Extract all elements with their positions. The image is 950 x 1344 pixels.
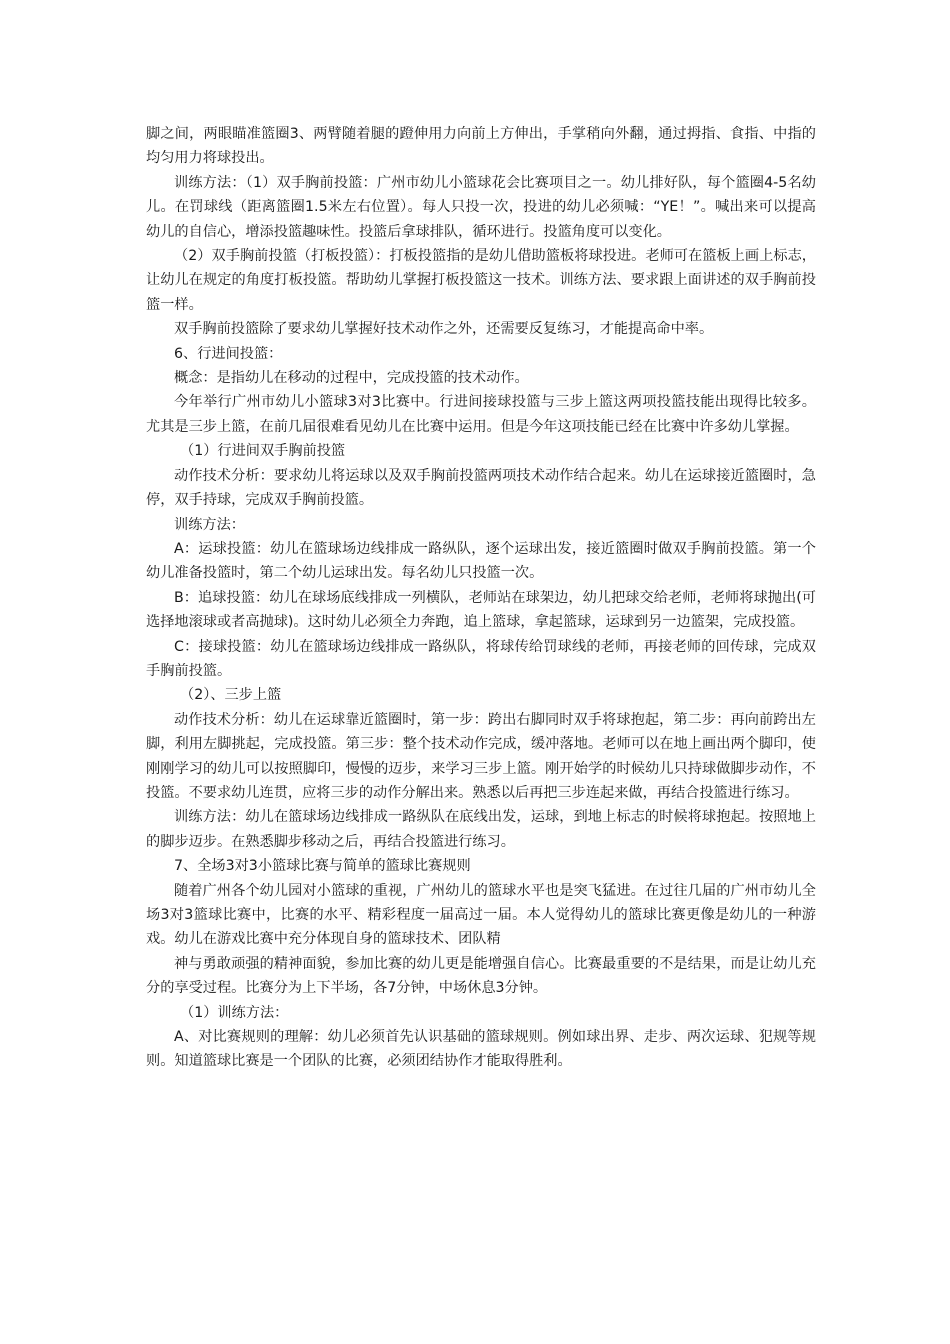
paragraph-drill-a: A：运球投篮：幼儿在篮球场边线排成一路纵队，逐个运球出发，接近篮圈时做双手胸前投篮。第一个幼儿准备投篮时，第二个幼儿运球出发。每名幼儿只投篮一次。 xyxy=(146,540,816,582)
paragraph-training-label: 训练方法： xyxy=(174,516,245,533)
section-heading-6: 6、行进间投篮： xyxy=(174,345,283,362)
paragraph-training-method-2: 训练方法：幼儿在篮球场边线排成一路纵队在底线出发，运球，到地上标志的时候将球抱起。按照地上的脚步迈步。在熟悉脚步移动之后，再结合投篮进行练习。 xyxy=(146,809,816,850)
paragraph-training-method-1: 训练方法：（1）双手胸前投篮：广州市幼儿小篮球花会比赛项目之一。幼儿排好队，每个篮圈4-5名幼儿。在罚球线（距离篮圈1.5米左右位置）。每人只投一次，投进的幼儿必须喊：“YE！”。喊出来可以提高幼儿的自信心，增添投篮趣味性。投篮后拿球排队，循环进行。投篮角度可以变化。 xyxy=(146,174,816,240)
paragraph-match-format: 神与勇敢顽强的精神面貌，参加比赛的幼儿更是能增强自信心。比赛最重要的不是结果，而是让幼儿充分的享受过程。比赛分为上下半场，各7分钟，中场休息3分钟。 xyxy=(146,955,816,997)
paragraph-concept: 概念：是指幼儿在移动的过程中，完成投篮的技术动作。 xyxy=(174,370,529,387)
paragraph-rules: A、对比赛规则的理解：幼儿必须首先认识基础的篮球规则。例如球出界、走步、两次运球、犯规等规则。知道篮球比赛是一个团队的比赛，必须团结协作才能取得胜利。 xyxy=(146,1029,816,1070)
paragraph-technique-analysis-1: 动作技术分析：要求幼儿将运球以及双手胸前投篮两项技术动作结合起来。幼儿在运球接近篮圈时，急停，双手持球，完成双手胸前投篮。 xyxy=(146,467,816,509)
section-heading-7: 7、全场3对3小篮球比赛与简单的篮球比赛规则 xyxy=(174,858,471,875)
paragraph-practice-note: 双手胸前投篮除了要求幼儿掌握好技术动作之外，还需要反复练习，才能提高命中率。 xyxy=(174,321,714,338)
document-page xyxy=(146,122,816,1074)
paragraph-competition-note: 今年举行广州市幼儿小篮球3对3比赛中。行进间接球投篮与三步上篮这两项投篮技能出现得比较多。尤其是三步上篮，在前几届很难看见幼儿在比赛中运用。但是今年这项技能已经在比赛中许多幼儿掌握。 xyxy=(146,394,816,435)
subheading-training-method: （1）训练方法： xyxy=(180,1004,289,1021)
paragraph-bank-shot: （2）双手胸前投篮（打板投篮）：打板投篮指的是幼儿借助篮板将球投进。老师可在篮板上画上标志，让幼儿在规定的角度打板投篮。帮助幼儿掌握打板投篮这一技术。训练方法、要求跟上面讲述的双手胸前投篮一样。 xyxy=(146,248,816,313)
paragraph-technique-analysis-2: 动作技术分析：幼儿在运球靠近篮圈时，第一步：跨出右脚同时双手将球抱起，第二步：再向前跨出左脚，利用左脚挑起，完成投篮。第三步：整个技术动作完成，缓冲落地。老师可以在地上画出两个脚印，使刚刚学习的幼儿可以按照脚印，慢慢的迈步，来学习三步上篮。刚开始学的时候幼儿只持球做脚步动作，不投篮。不要求幼儿连贯，应将三步的动作分解出来。熟悉以后再把三步连起来做，再结合投篮进行练习。 xyxy=(146,711,816,801)
subheading-layup: （2）、三步上篮 xyxy=(180,687,282,704)
paragraph-drill-c: C：接球投篮：幼儿在篮球场边线排成一路纵队，将球传给罚球线的老师，再接老师的回传球，完成双手胸前投篮。 xyxy=(146,638,816,679)
subheading-moving-shot: （1）行进间双手胸前投篮 xyxy=(180,443,346,460)
paragraph-continuation: 脚之间，两眼瞄准篮圈3、两臂随着腿的蹬伸用力向前上方伸出，手掌稍向外翻，通过拇指、食指、中指的均匀用力将球投出。 xyxy=(146,126,816,167)
paragraph-drill-b: B：追球投篮：幼儿在球场底线排成一列横队，老师站在球架边，幼儿把球交给老师，老师将球抛出(可选择地滚球或者高抛球)。这时幼儿必须全力奔跑，追上篮球，拿起篮球，运球到另一边篮架，完成投篮。 xyxy=(146,589,816,631)
paragraph-guangzhou-intro: 随着广州各个幼儿园对小篮球的重视，广州幼儿的篮球水平也是突飞猛进。在过往几届的广州市幼儿全场3对3篮球比赛中，比赛的水平、精彩程度一届高过一届。本人觉得幼儿的篮球比赛更像是幼儿的一种游戏。幼儿在游戏比赛中充分体现自身的篮球技术、团队精 xyxy=(146,882,816,948)
